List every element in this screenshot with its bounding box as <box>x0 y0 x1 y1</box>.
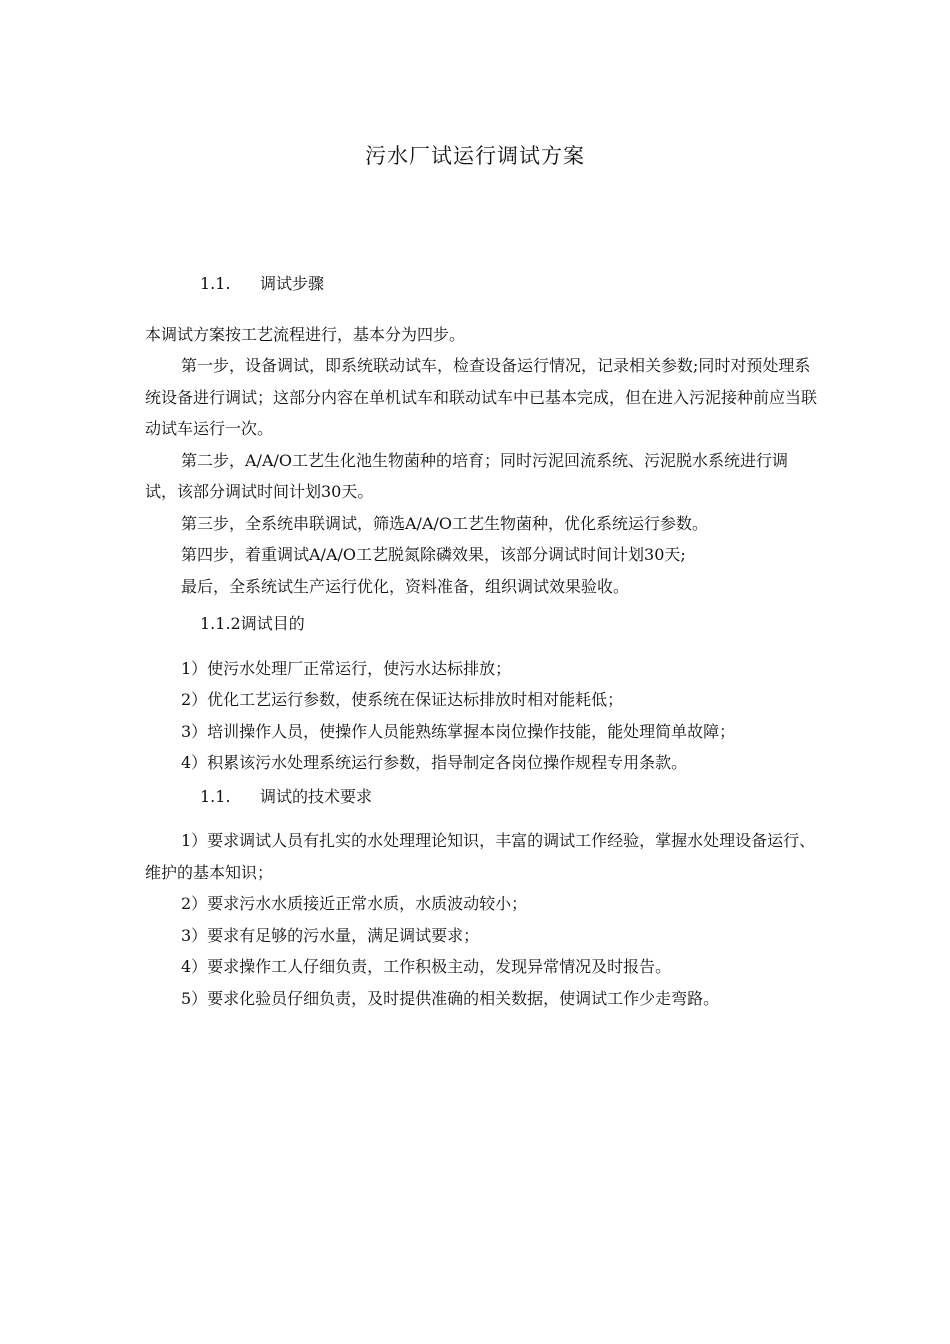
section-number: 1.1. <box>200 274 231 293</box>
document-title: 污水厂试运行调试方案 <box>365 144 585 168</box>
list-item: 4）要求操作工人仔细负责，工作积极主动，发现异常情况及时报告。 <box>181 957 672 976</box>
list-item: 2）优化工艺运行参数，使系统在保证达标排放时相对能耗低； <box>181 690 624 709</box>
list-item: 2）要求污水水质接近正常水质，水质波动较小； <box>181 894 528 913</box>
paragraph: 本调试方案按工艺流程进行，基本分为四步。 <box>145 324 466 344</box>
list-item: 3）培训操作人员，使操作人员能熟练掌握本岗位操作技能，能处理简单故障； <box>181 721 736 741</box>
paragraph: 最后，全系统试生产运行优化，资料准备，组织调试效果验收。 <box>181 576 630 596</box>
section-heading-debug-steps <box>145 268 817 300</box>
section-title: 调试步骤 <box>260 274 325 293</box>
document-body <box>145 268 817 1014</box>
paragraph: 第四步，着重调试A/A/O工艺脱氮除磷效果，该部分调试时间计划30天; <box>181 545 686 564</box>
list-item: 3）要求有足够的污水量，满足调试要求； <box>181 925 480 945</box>
list-item: 4）积累该污水处理系统运行参数，指导制定各岗位操作规程专用条款。 <box>181 753 688 772</box>
list-item: 1）使污水处理厂正常运行，使污水达标排放； <box>181 658 512 678</box>
paragraph: 第一步，设备调试，即系统联动试车，检查设备运行情况，记录相关参数;同时对预处理系统设备进行调试；这部分内容在单机试车和联动试车中已基本完成，但在进入污泥接种前应当联动试车运行一次。 <box>145 356 818 438</box>
section-heading-debug-purpose: 1.1.2调试目的 <box>200 614 305 633</box>
list-item: 5）要求化验员仔细负责，及时提供准确的相关数据，使调试工作少走弯路。 <box>181 988 720 1008</box>
section-number: 1.1. <box>200 786 231 806</box>
paragraph: 第二步，A/A/O工艺生化池生物菌种的培育；同时污泥回流系统、污泥脱水系统进行调试，该部分调试时间计划30天。 <box>145 450 789 501</box>
list-item: 1）要求调试人员有扎实的水处理理论知识，丰富的调试工作经验，掌握水处理设备运行、维护的基本知识； <box>145 831 816 882</box>
section-heading-technical-requirements <box>145 781 817 813</box>
paragraph: 第三步，全系统串联调试，筛选A/A/O工艺生物菌种，优化系统运行参数。 <box>181 513 709 533</box>
section-title: 调试的技术要求 <box>260 786 373 806</box>
